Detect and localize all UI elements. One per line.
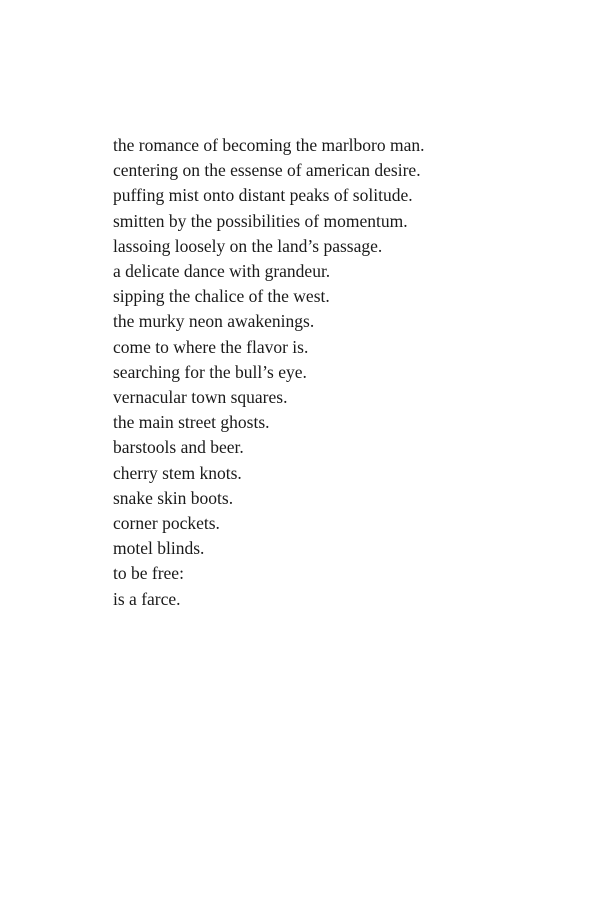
poem-line: the romance of becoming the marlboro man.	[113, 135, 425, 155]
poem-line: to be free:	[113, 563, 184, 584]
poem-line: come to where the flavor is.	[113, 336, 309, 357]
poem-body	[113, 133, 425, 612]
poem-line: snake skin boots.	[113, 487, 234, 508]
poem-line: smitten by the possibilities of momentum.	[113, 210, 408, 231]
poem-line: vernacular town squares.	[113, 387, 288, 408]
poem-line: cherry stem knots.	[113, 462, 242, 483]
poem-line: is a farce.	[113, 588, 181, 609]
poem-line: motel blinds.	[113, 538, 205, 559]
poem-line: the murky neon awakenings.	[113, 311, 315, 332]
poem-line: lassoing loosely on the land’s passage.	[113, 235, 383, 256]
poem-line: barstools and beer.	[113, 437, 244, 458]
poem-line: a delicate dance with grandeur.	[113, 261, 331, 282]
poem-line: searching for the bull’s eye.	[113, 361, 307, 382]
poem-line: centering on the essense of american desire.	[113, 160, 421, 181]
poem-line: the main street ghosts.	[113, 412, 270, 433]
poem-line: corner pockets.	[113, 513, 220, 534]
poem-line: sipping the chalice of the west.	[113, 286, 330, 307]
poem-line: puffing mist onto distant peaks of solitude.	[113, 185, 413, 206]
